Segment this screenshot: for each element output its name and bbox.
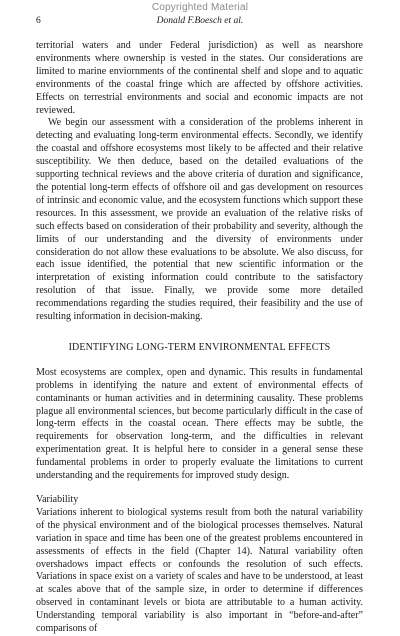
body-paragraph: We begin our assessment with a consideration of the problems inherent in detecting and evaluating long-term environmental effects. Secondly, we identify the coastal and offshore ecosystems most likely to be affected and their relative susceptibility. We then deduce, based on the detailed evaluations of the supporting technical reviews and the above criteria of duration and significance, the potential long-term effects of offshore oil and gas development on resources of intrinsic and economic value, and the ecosystem functions which support these resources. In this assessment, we provide an evaluation of the relative risks of such effects based on consideration of their probability and severity, although the limits of our understanding and the diversity of environments under consideration do not allow these evaluations to be absolute. We also discuss, for each issue identified, the potential that new scientific information or the interpretation of existing information could contribute to the satisfactory resolution of that issue. Finally, we provide some more detailed recommendations regarding the studies required, their feasibility and the use of resulting information in decision-making. bbox=[36, 117, 363, 323]
section-heading: IDENTIFYING LONG-TERM ENVIRONMENTAL EFFECTS bbox=[68, 341, 331, 353]
page-body bbox=[36, 40, 363, 636]
running-head: Donald F.Boesch et al. bbox=[156, 16, 244, 26]
page-number: 6 bbox=[36, 16, 41, 26]
subsection-paragraph: Variations inherent to biological systems result from both the natural variability of the physical environment and of the biological processes themselves. Natural variation in space and time has been one of the greatest problems encountered in assessments of effects in the field (Chapter 14). Natural variability often overshadows impact effects or confounds the resolution of such effects. Variations in space exist on a variety of scales and have to be understood, at least at scales above that of the sample size, in order to determine if differences observed in contaminant levels or biota are attributable to a human activity. Understanding temporal variability is also important in “before-and-after” comparisons of bbox=[36, 506, 363, 635]
copyright-watermark: Copyrighted Material bbox=[151, 2, 249, 13]
page-header bbox=[36, 16, 364, 30]
subsection-heading: Variability bbox=[36, 494, 79, 505]
body-paragraph: territorial waters and under Federal jurisdiction) as well as nearshore environments where ownership is vested in the states. Our considerations are limited to marine enviornments of the continental shelf and slope and to aquatic environments of the coastal fringe which are affected by offshore activities. Effects on terrestrial environments and social and economic impacts are not reviewed. bbox=[36, 40, 363, 116]
section-paragraph: Most ecosystems are complex, open and dynamic. This results in fundamental problems in identifying the nature and extent of environmental effects of contaminants or human activities and in determining causality. These problems plague all environmental sciences, but become particularly difficult in the case of long-term effects in the coastal ocean. There effects may be subtle, the requirements for observation long-term, and the difficulties in relevant experimentation great. It is helpful here to consider in a general sense these fundamental problems in order to properly evaluate the limitations to current understanding and the requirements for improved study design. bbox=[36, 366, 363, 482]
